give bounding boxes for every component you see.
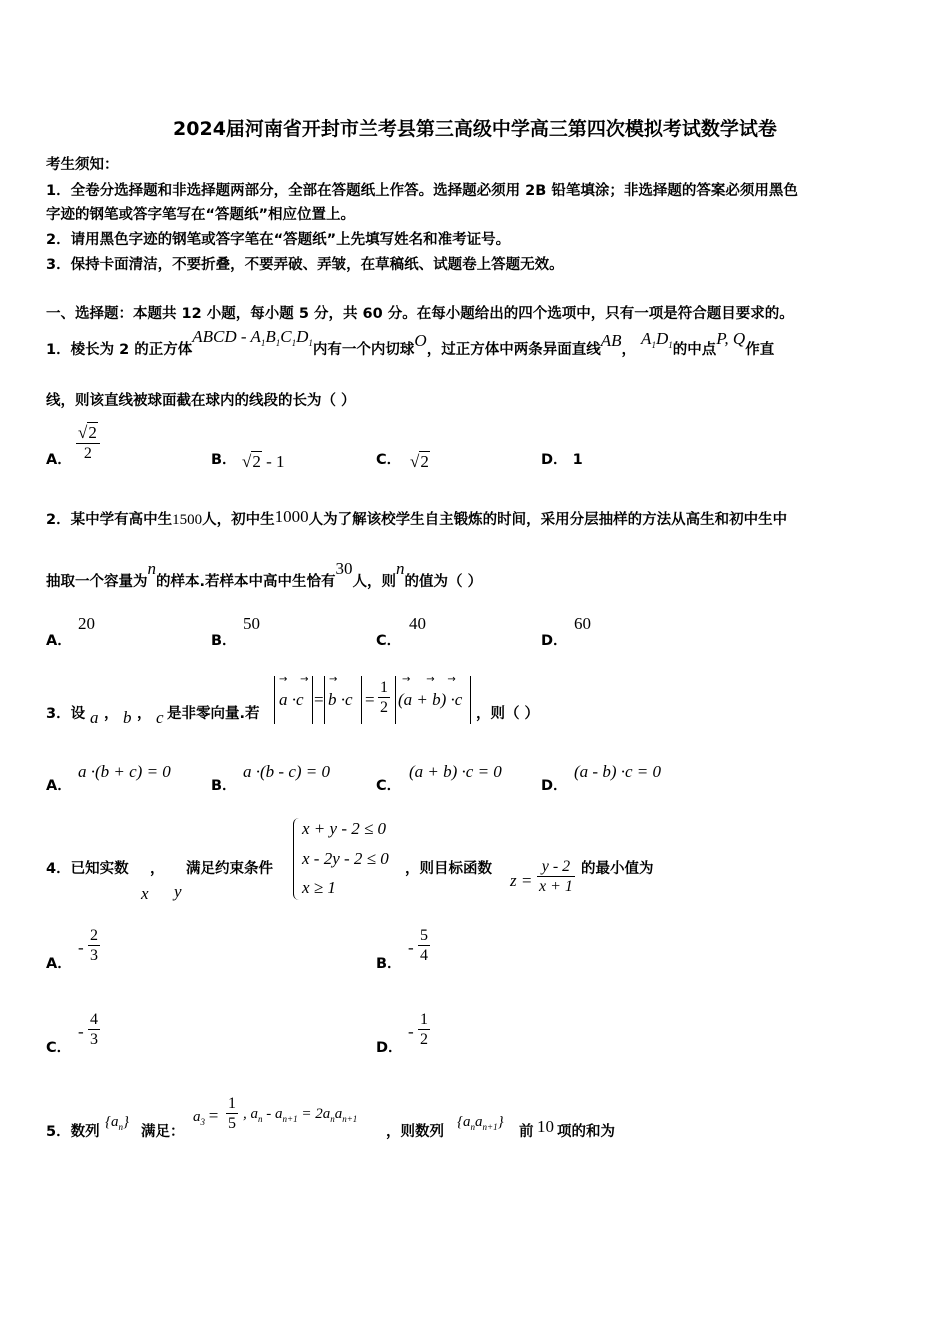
q5-text-2: 满足： — [141, 1124, 185, 1140]
q3-text-3: ，则（ ） — [476, 706, 540, 722]
q4-option-c-sign: - — [78, 1022, 84, 1041]
q2-count-high: 1500 — [172, 512, 203, 528]
q1-line-2: 线，则该直线被球面截在球内的线段的长为（ ） — [46, 393, 356, 409]
q4-text-2: 满足约束条件 — [186, 861, 273, 877]
q3-arrows-3: → → → — [402, 674, 456, 685]
q3-equals-1: = — [314, 690, 324, 709]
q3-expr-1: a ·c — [279, 690, 304, 709]
q3-comma-2: ， — [137, 706, 152, 722]
q3-text-2: 是非零向量.若 — [167, 706, 260, 722]
q3-fraction-half: $\frac{1}{2}$ — [380, 679, 388, 716]
q3-equals-2: = — [365, 690, 375, 709]
q4-option-b-sign: - — [408, 938, 414, 957]
q1-option-b-label: B． — [211, 452, 237, 468]
q2-option-b-label: B． — [211, 633, 237, 649]
q1-line-ab: AB — [600, 331, 622, 350]
q2-text-2: 人，初中生 — [202, 512, 275, 528]
q4-option-d-value: $\frac{1}{2}$ — [420, 1011, 428, 1048]
q4-constraint-1: x + y - 2 ≤ 0 — [302, 819, 387, 838]
q4-text-1: 4．已知实数 — [46, 861, 129, 877]
q2-text-7: 的值为（ ） — [404, 574, 483, 590]
q5-count-10: 10 — [537, 1117, 554, 1136]
q5-sequence-2: $\{a_na_{n+1}\}$ — [457, 1114, 504, 1132]
q4-var-y: y — [174, 882, 182, 901]
q1-sphere-o: O — [414, 331, 427, 350]
q4-option-b-value: $\frac{5}{4}$ — [420, 927, 428, 964]
q2-option-c-value: 40 — [409, 614, 426, 633]
q5-text-3: ，则数列 — [386, 1124, 444, 1140]
q4-option-d-sign: - — [408, 1022, 414, 1041]
q2-text-4: 抽取一个容量为 — [46, 574, 148, 590]
q3-option-a-value: a ·(b + c) = 0 — [78, 762, 171, 781]
q4-option-c-value: $\frac{4}{3}$ — [90, 1011, 98, 1048]
q1-comma: ， — [621, 342, 636, 358]
q2-text-3: 人为了解该校学生自主锻炼的时间，采用分层抽样的方法从高生和初中生中 — [308, 512, 788, 528]
q1-text-5: 作直 — [745, 342, 775, 358]
q3-abs-bar-1 — [274, 676, 275, 724]
q2-text-1: 2．某中学有高中生 — [46, 512, 173, 528]
q3-arrows-2: → — [329, 674, 338, 685]
q4-var-x: x — [141, 884, 149, 903]
q1-option-d-label: D． 1 — [541, 452, 583, 468]
q2-count-middle: 1000 — [274, 507, 309, 526]
q2-text-6: 人，则 — [352, 574, 397, 590]
q3-arrows-1: → → — [279, 674, 309, 685]
q3-vector-c: c — [156, 708, 164, 727]
q1-cube-label: ABCD - $A_1B_1C_1D_1$ — [192, 327, 313, 348]
q5-a3: $a_3$ = — [193, 1106, 219, 1127]
q4-system-brace — [293, 818, 299, 900]
q4-option-c-label: C． — [46, 1040, 72, 1056]
q5-recurrence: , $a_n - a_{n+1} = 2a_na_{n+1}$ — [243, 1106, 358, 1124]
question-2 — [46, 508, 787, 529]
q3-expr-2: b ·c — [328, 690, 353, 709]
q3-option-b-value: a ·(b - c) = 0 — [243, 762, 331, 781]
q2-line-2 — [46, 559, 483, 591]
q1-text-4: 的中点 — [672, 342, 717, 358]
q2-var-n-2: n — [396, 559, 405, 578]
q5-text-5: 项的和为 — [557, 1124, 615, 1140]
q1-text-3: ，过正方体中两条异面直线 — [426, 342, 601, 358]
q5-text-4: 前 — [519, 1124, 534, 1140]
notice-line-1b: 字迹的钢笔或答字笔写在“答题纸”相应位置上。 — [46, 207, 356, 223]
q1-points-pq: P, Q — [716, 329, 746, 348]
q2-option-a-label: A． — [46, 633, 72, 649]
question-1 — [46, 327, 775, 360]
q4-comma: ， — [150, 861, 165, 877]
q3-option-b-label: B． — [211, 778, 237, 794]
q5-text-1: 5．数列 — [46, 1124, 100, 1140]
page-title: 2024届河南省开封市兰考县第三高级中学高三第四次模拟考试数学试卷 — [173, 118, 777, 140]
q3-abs-bar-4 — [361, 676, 362, 724]
q1-option-a-value: $\frac{√2}{2}$ — [76, 423, 100, 463]
notice-heading: 考生须知： — [46, 157, 119, 173]
q4-constraint-3: x ≥ 1 — [302, 878, 336, 897]
q1-line-a1d1: $A_1D_1$ — [641, 329, 673, 350]
q4-z-label: z = — [510, 871, 533, 890]
q2-option-a-value: 20 — [78, 614, 95, 633]
q2-var-n: n — [147, 559, 156, 578]
q2-option-c-label: C． — [376, 633, 402, 649]
q3-abs-bar-6 — [470, 676, 471, 724]
q3-abs-bar-5 — [395, 676, 396, 724]
q1-text-1: 1．棱长为 2 的正方体 — [46, 342, 193, 358]
q2-text-5: 的样本.若样本中高中生恰有 — [156, 574, 336, 590]
q3-expr-3: (a + b) ·c — [398, 690, 463, 709]
q2-count-30: 30 — [335, 559, 353, 578]
q1-option-b-value: √2 - 1 — [242, 452, 285, 471]
q3-option-c-value: (a + b) ·c = 0 — [409, 762, 502, 781]
q1-option-c-value: √2 — [410, 452, 429, 471]
q3-comma-1: ， — [104, 706, 119, 722]
q3-text-1: 3．设 — [46, 706, 86, 722]
q1-option-a-label: A． — [46, 452, 72, 468]
q4-option-a-value: $\frac{2}{3}$ — [90, 927, 98, 964]
q3-vector-a: a — [90, 708, 99, 727]
q4-option-d-label: D． — [376, 1040, 403, 1056]
notice-line-2: 2．请用黑色字迹的钢笔或答字笔在“答题纸”上先填写姓名和准考证号。 — [46, 232, 511, 248]
q4-constraint-2: x - 2y - 2 ≤ 0 — [302, 849, 389, 868]
q4-text-3: ，则目标函数 — [405, 861, 492, 877]
q4-objective-fraction: $\frac{y - 2}{x + 1}$ — [539, 858, 573, 895]
q2-option-d-value: 60 — [574, 614, 591, 633]
q3-option-d-label: D． — [541, 778, 568, 794]
section-heading: 一、选择题：本题共 12 小题，每小题 5 分，共 60 分。在每小题给出的四个选项中，只有一项是符合题目要求的。 — [46, 306, 794, 322]
q4-option-a-sign: - — [78, 938, 84, 957]
q3-abs-bar-2 — [312, 676, 313, 724]
q3-option-d-value: (a - b) ·c = 0 — [574, 762, 662, 781]
q4-text-4: 的最小值为 — [581, 861, 654, 877]
q5-sequence: $\{a_n\}$ — [105, 1114, 129, 1132]
q2-option-d-label: D． — [541, 633, 568, 649]
q4-option-a-label: A． — [46, 956, 72, 972]
q2-option-b-value: 50 — [243, 614, 260, 633]
notice-line-3: 3．保持卡面清洁，不要折叠，不要弄破、弄皱，在草稿纸、试题卷上答题无效。 — [46, 257, 564, 273]
q3-abs-bar-3 — [324, 676, 325, 724]
q3-option-a-label: A． — [46, 778, 72, 794]
q3-option-c-label: C． — [376, 778, 402, 794]
notice-line-1: 1．全卷分选择题和非选择题两部分，全部在答题纸上作答。选择题必须用 2B 铅笔填涂；非选择题的答案必须用黑色 — [46, 183, 798, 199]
q4-option-b-label: B． — [376, 956, 402, 972]
q3-vector-b: b — [123, 708, 132, 727]
q5-fraction: $\frac{1}{5}$ — [228, 1095, 236, 1132]
q1-text-2: 内有一个内切球 — [312, 342, 415, 358]
q1-option-c-label: C． — [376, 452, 402, 468]
